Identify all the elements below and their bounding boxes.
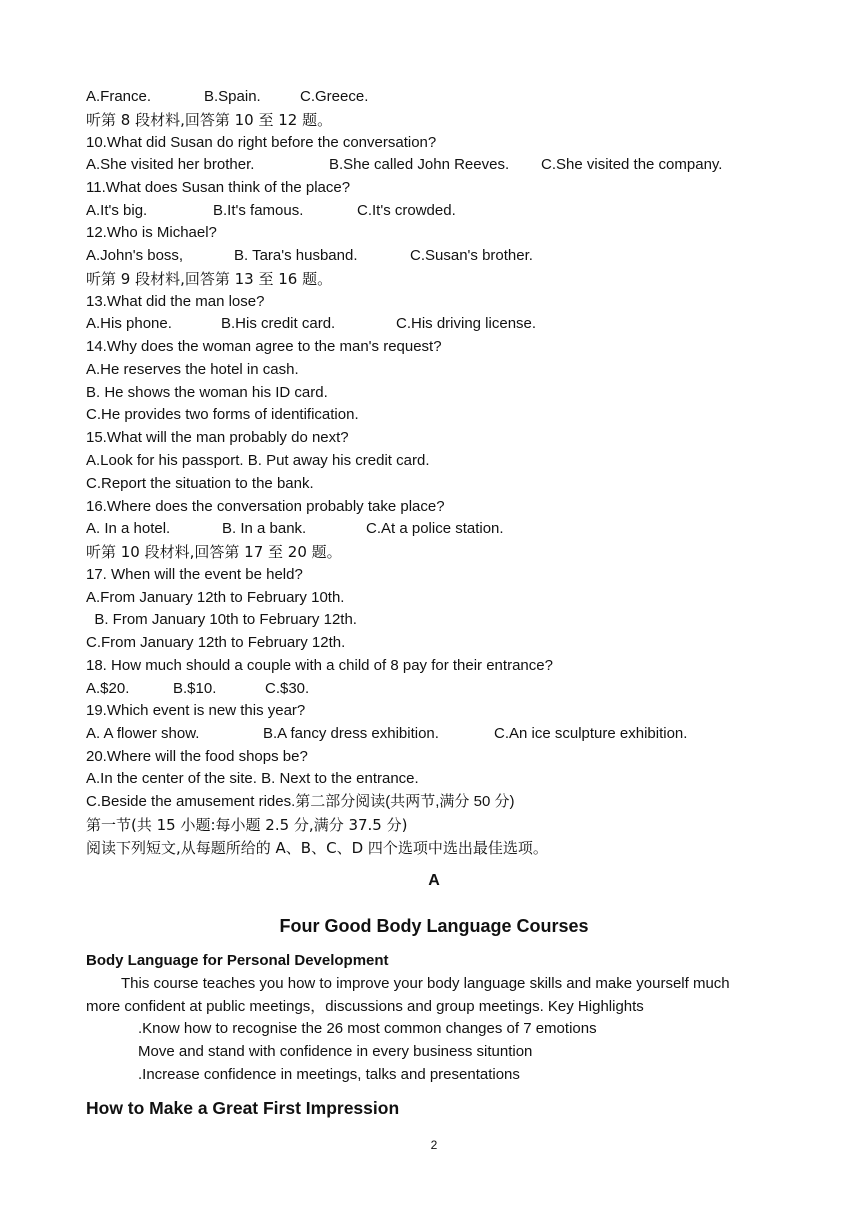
course2-title: How to Make a Great First Impression <box>86 1098 400 1118</box>
course1-highlight-1: .Know how to recognise the 26 most common changes of 7 emotions <box>138 1020 597 1037</box>
passage-title: Four Good Body Language Courses <box>279 916 589 936</box>
q19-option-a: A. A flower show. <box>86 725 200 742</box>
q17-option-b: B. From January 10th to February 12th. <box>86 611 357 628</box>
q13-option-c: C.His driving license. <box>396 315 537 332</box>
q11-stem: 11.What does Susan think of the place? <box>86 179 351 196</box>
q16-option-a: A. In a hotel. <box>86 520 171 537</box>
q14-stem: 14.Why does the woman agree to the man's request? <box>86 338 442 355</box>
q15-option-c: C.Report the situation to the bank. <box>86 475 314 492</box>
q16-option-c: C.At a police station. <box>366 520 504 537</box>
q18-stem: 18. How much should a couple with a child of 8 pay for their entrance? <box>86 657 553 674</box>
course1-highlight-2: Move and stand with confidence in every business situntion <box>138 1043 533 1060</box>
q19-option-c: C.An ice sculpture exhibition. <box>494 725 688 742</box>
q9-option-b: B.Spain. <box>204 88 261 105</box>
q10-option-b: B.She called John Reeves. <box>329 156 510 173</box>
q9-option-a: A.France. <box>86 88 152 105</box>
q12-option-c: C.Susan's brother. <box>410 247 533 264</box>
q13-stem: 13.What did the man lose? <box>86 293 265 310</box>
q12-stem: 12.Who is Michael? <box>86 224 217 241</box>
material-8-intro: 听第 8 段材料,回答第 10 至 12 题。 <box>86 111 333 129</box>
q20-options-ab: A.In the center of the site. B. Next to the entrance. <box>86 770 419 787</box>
q11-option-c: C.It's crowded. <box>357 202 456 219</box>
course1-title: Body Language for Personal Development <box>86 952 389 969</box>
q19-option-b: B.A fancy dress exhibition. <box>263 725 439 742</box>
material-10-intro: 听第 10 段材料,回答第 17 至 20 题。 <box>86 543 342 561</box>
q18-option-c: C.$30. <box>265 680 310 697</box>
q12-option-a: A.John's boss, <box>86 247 184 264</box>
q10-option-a: A.She visited her brother. <box>86 156 255 173</box>
q14-option-a: A.He reserves the hotel in cash. <box>86 361 299 378</box>
q9-option-c: C.Greece. <box>300 88 369 105</box>
course1-highlight-3: .Increase confidence in meetings, talks and presentations <box>138 1066 520 1083</box>
part2-instructions: 阅读下列短文,从每题所给的 A、B、C、D 四个选项中选出最佳选项。 <box>86 839 548 857</box>
q20-stem: 20.Where will the food shops be? <box>86 748 308 765</box>
q10-option-c: C.She visited the company. <box>541 156 723 173</box>
q11-option-a: A.It's big. <box>86 202 148 219</box>
q17-stem: 17. When will the event be held? <box>86 566 303 583</box>
q17-option-a: A.From January 12th to February 10th. <box>86 589 345 606</box>
course1-paragraph-line1: This course teaches you how to improve your body language skills and make yourself much <box>121 975 730 992</box>
q20-option-c-and-part2-heading: C.Beside the amusement rides.第二部分阅读(共两节,满分 50 分) <box>86 793 515 810</box>
material-9-intro: 听第 9 段材料,回答第 13 至 16 题。 <box>86 270 333 288</box>
q10-stem: 10.What did Susan do right before the conversation? <box>86 134 437 151</box>
part2-section1-heading: 第一节(共 15 小题:每小题 2.5 分,满分 37.5 分) <box>86 816 408 834</box>
q14-option-c: C.He provides two forms of identification. <box>86 406 359 423</box>
q11-option-b: B.It's famous. <box>213 202 304 219</box>
q18-option-a: A.$20. <box>86 680 130 697</box>
q17-option-c: C.From January 12th to February 12th. <box>86 634 346 651</box>
q16-stem: 16.Where does the conversation probably take place? <box>86 498 445 515</box>
course1-paragraph-line2: more confident at public meetings，discussions and group meetings. Key Highlights <box>86 998 644 1015</box>
q12-option-b: B. Tara's husband. <box>234 247 358 264</box>
q15-options-ab: A.Look for his passport. B. Put away his credit card. <box>86 452 430 469</box>
passage-letter: A <box>428 872 440 889</box>
q14-option-b: B. He shows the woman his ID card. <box>86 384 328 401</box>
q18-option-b: B.$10. <box>173 680 217 697</box>
q16-option-b: B. In a bank. <box>222 520 307 537</box>
q13-option-b: B.His credit card. <box>221 315 336 332</box>
q15-stem: 15.What will the man probably do next? <box>86 429 349 446</box>
q19-stem: 19.Which event is new this year? <box>86 702 306 719</box>
page-number: 2 <box>430 1138 438 1152</box>
q13-option-a: A.His phone. <box>86 315 172 332</box>
